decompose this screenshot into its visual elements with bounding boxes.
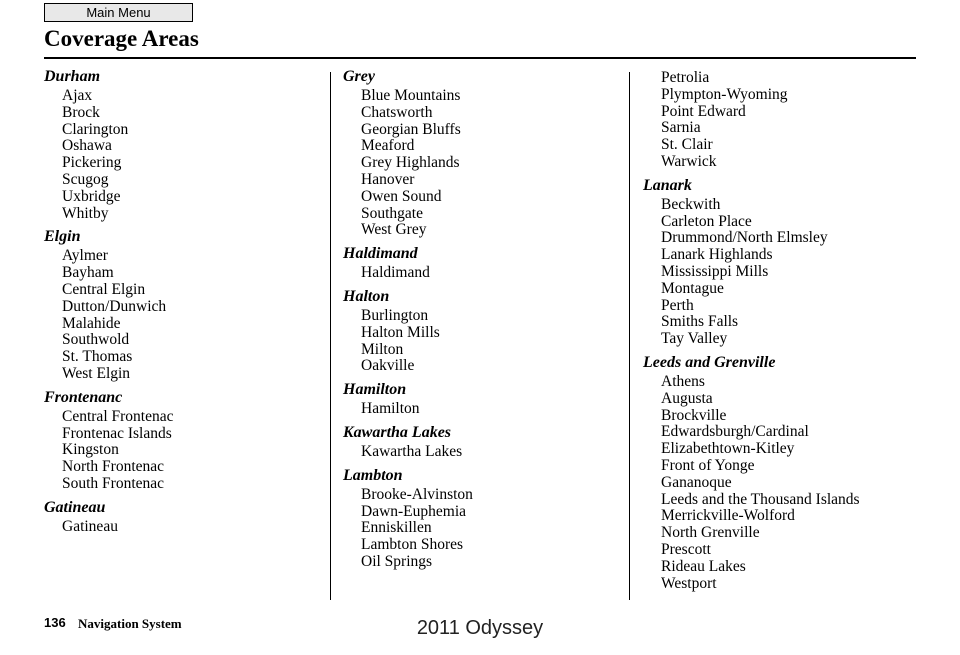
place-item: Dutton/Dunwich	[62, 297, 167, 315]
coverage-column-2	[343, 68, 623, 577]
place-list	[44, 88, 324, 222]
region-name: Elgin	[44, 228, 81, 246]
region-group	[343, 245, 623, 282]
place-list	[343, 444, 623, 461]
page-title: Coverage Areas	[44, 26, 199, 51]
place-item: Clarington	[62, 120, 129, 138]
region-group	[44, 68, 324, 222]
region-name: Lambton	[343, 466, 403, 484]
place-item: Sarnia	[661, 119, 701, 137]
place-item: Central Elgin	[62, 280, 146, 298]
place-item: Aylmer	[62, 247, 108, 265]
region-group	[44, 228, 324, 382]
place-item: Hanover	[361, 170, 415, 188]
place-item: North Grenville	[661, 524, 760, 542]
place-item: Plympton-Wyoming	[661, 85, 788, 103]
place-list	[343, 308, 623, 375]
place-item: Blue Mountains	[361, 87, 461, 104]
place-item: St. Thomas	[62, 348, 133, 366]
column-divider	[629, 72, 630, 600]
place-item: Southwold	[62, 331, 130, 349]
place-item: Carleton Place	[661, 212, 752, 230]
region-name: Kawartha Lakes	[343, 423, 452, 441]
place-item: Central Frontenac	[62, 407, 174, 425]
region-name: Haldimand	[343, 245, 418, 263]
place-item: Elizabethtown-Kitley	[661, 440, 795, 458]
place-item: Westport	[661, 574, 717, 592]
place-item: Grey Highlands	[361, 154, 460, 172]
place-item: Georgian Bluffs	[361, 120, 461, 138]
place-item: Leeds and the Thousand Islands	[661, 490, 860, 508]
main-menu-button[interactable]: Main Menu	[44, 3, 193, 22]
place-item: Halton Mills	[361, 323, 440, 341]
place-item: Lambton Shores	[361, 536, 464, 554]
place-list	[343, 265, 623, 282]
region-name: Frontenanc	[44, 388, 123, 406]
place-item: Lanark Highlands	[661, 246, 773, 264]
place-item: West Grey	[361, 221, 427, 239]
place-item: Beckwith	[661, 195, 721, 213]
place-item: Dawn-Euphemia	[361, 502, 467, 520]
region-name: Leeds and Grenville	[643, 353, 776, 371]
place-list	[343, 88, 623, 239]
region-name: Lanark	[643, 176, 692, 194]
page-number: 136	[44, 615, 66, 630]
place-item: Point Edward	[661, 102, 746, 120]
place-item: Brooke-Alvinston	[361, 485, 473, 503]
place-list	[343, 487, 623, 571]
place-item: Rideau Lakes	[661, 557, 746, 575]
region-group	[44, 499, 324, 536]
place-item: Haldimand	[361, 264, 430, 282]
place-item: Merrickville-Wolford	[661, 507, 795, 525]
column-divider	[330, 72, 331, 600]
place-item: Pickering	[62, 154, 122, 172]
place-item: Brock	[62, 103, 100, 121]
place-list	[643, 197, 943, 348]
place-list	[44, 409, 324, 493]
place-list	[643, 68, 943, 171]
place-item: Augusta	[661, 389, 713, 407]
place-list	[44, 248, 324, 382]
place-item: Warwick	[661, 152, 717, 170]
place-item: South Frontenac	[62, 474, 165, 492]
coverage-column-1	[44, 68, 324, 542]
region-group	[343, 424, 623, 461]
region-group	[643, 354, 943, 592]
place-item: Oakville	[361, 357, 415, 375]
place-item: Bayham	[62, 264, 114, 282]
place-list	[44, 519, 324, 536]
region-group	[343, 288, 623, 375]
place-item: Brockville	[661, 406, 727, 424]
region-group	[643, 68, 943, 171]
place-item: Mississippi Mills	[661, 262, 769, 280]
place-item: Scugog	[62, 170, 109, 188]
region-group	[643, 177, 943, 348]
place-item: Owen Sound	[361, 187, 442, 205]
watermark: 2011 Odyssey	[416, 617, 544, 639]
place-item: Meaford	[361, 137, 415, 155]
place-item: Smiths Falls	[661, 313, 739, 331]
place-item: Enniskillen	[361, 519, 432, 537]
place-item: Southgate	[361, 204, 423, 222]
place-item: North Frontenac	[62, 458, 165, 476]
place-item: Oil Springs	[361, 552, 433, 570]
place-item: Oshawa	[62, 137, 112, 155]
place-item: Edwardsburgh/Cardinal	[661, 423, 809, 441]
place-item: St. Clair	[661, 136, 713, 154]
place-item: Hamilton	[361, 400, 420, 418]
region-group	[343, 381, 623, 418]
coverage-column-3	[643, 68, 943, 598]
region-group	[44, 389, 324, 493]
place-list	[643, 374, 943, 592]
region-name: Halton	[343, 287, 390, 305]
region-name: Gatineau	[44, 498, 106, 516]
place-item: Malahide	[62, 314, 121, 332]
region-name: Grey	[343, 68, 375, 85]
place-item: Montague	[661, 279, 724, 297]
place-item: Petrolia	[661, 69, 710, 86]
place-item: Athens	[661, 372, 705, 390]
place-item: Frontenac Islands	[62, 424, 172, 442]
region-name: Hamilton	[343, 381, 407, 399]
place-item: Perth	[661, 296, 694, 314]
section-name: Navigation System	[78, 616, 182, 631]
place-item: Gananoque	[661, 473, 732, 491]
place-item: Uxbridge	[62, 187, 121, 205]
place-item: Tay Valley	[661, 330, 728, 348]
place-item: Front of Yonge	[661, 456, 755, 474]
place-item: West Elgin	[62, 364, 131, 382]
place-item: Burlington	[361, 306, 429, 324]
place-item: Kingston	[62, 441, 119, 459]
region-group	[343, 467, 623, 571]
region-name: Durham	[44, 68, 101, 85]
place-item: Ajax	[62, 87, 93, 104]
place-item: Gatineau	[62, 517, 118, 535]
place-item: Drummond/North Elmsley	[661, 229, 828, 247]
place-item: Chatsworth	[361, 103, 433, 121]
place-item: Whitby	[62, 204, 109, 222]
place-item: Milton	[361, 340, 404, 358]
place-item: Kawartha Lakes	[361, 442, 463, 460]
region-group	[343, 68, 623, 239]
place-item: Prescott	[661, 540, 711, 558]
title-rule	[44, 57, 916, 59]
place-list	[343, 401, 623, 418]
